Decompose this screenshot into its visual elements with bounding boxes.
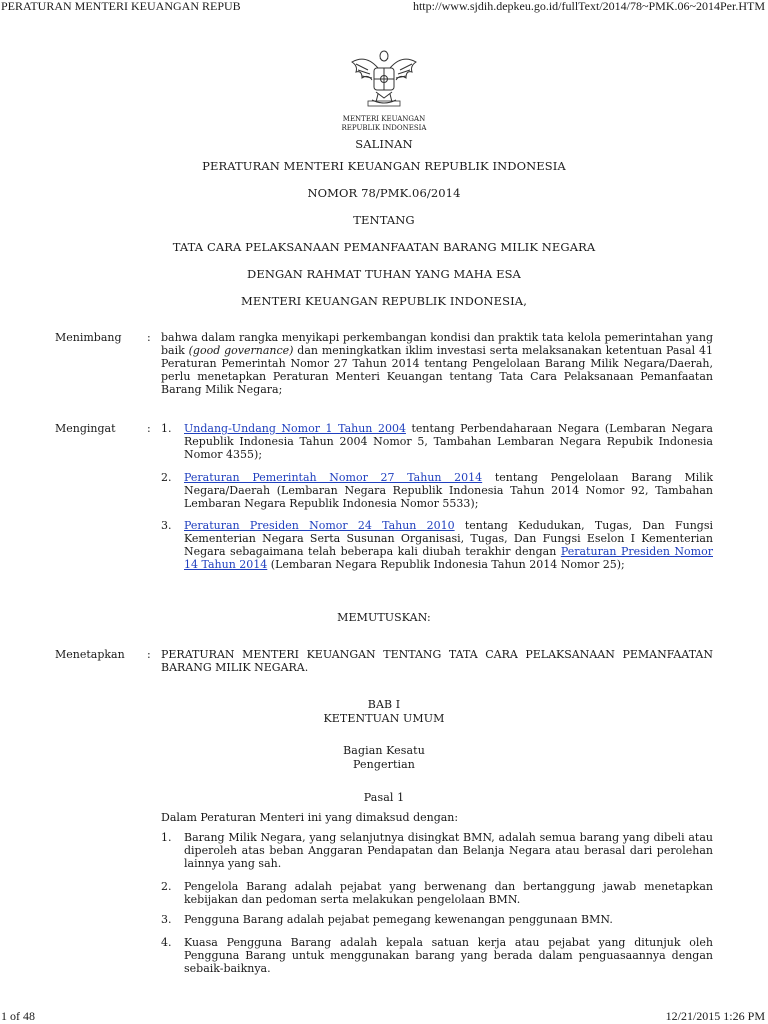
menetapkan-colon: : bbox=[147, 648, 151, 661]
regulation-number: NOMOR 78/PMK.06/2014 bbox=[307, 186, 461, 200]
bab-title: KETENTUAN UMUM bbox=[323, 712, 445, 725]
mengingat-colon: : bbox=[147, 422, 151, 435]
print-header-title: PERATURAN MENTERI KEUANGAN REPUB bbox=[1, 0, 241, 13]
mengingat-item-2: Peraturan Pemerintah Nomor 27 Tahun 2014 tentang Pengelolaan Barang Milik Negara/Daerah (Lembaran Negara Republik Indonesia Tahun 2014 Nomor 92, Tambahan Lembaran Negara Republik Indonesia Nomor 5533); bbox=[184, 471, 713, 510]
bagian-title: Pengertian bbox=[353, 758, 415, 771]
menimbang-colon: : bbox=[147, 331, 151, 344]
regulation-title: PERATURAN MENTERI KEUANGAN REPUBLIK INDONESIA bbox=[202, 159, 566, 173]
mengingat-item-3-number: 3. bbox=[161, 519, 172, 532]
pasal-item-2: Pengelola Barang adalah pejabat yang berwenang dan bertanggung jawab menetapkan kebijakan dan pedoman serta melakukan pengelolaan BMN. bbox=[184, 880, 713, 906]
pasal-item-4: Kuasa Pengguna Barang adalah kepala satuan kerja atau pejabat yang ditunjuk oleh Pengguna Barang untuk menggunakan barang yang berada dalam penguasaannya dengan sebaik-baiknya. bbox=[184, 936, 713, 975]
memutuskan-heading: MEMUTUSKAN: bbox=[337, 611, 431, 624]
mengingat-link-perpres-24-2010[interactable]: Peraturan Presiden Nomor 24 Tahun 2010 bbox=[184, 519, 455, 532]
mengingat-item-2-number: 2. bbox=[161, 471, 172, 484]
garuda-emblem-icon bbox=[348, 48, 420, 114]
minister-line: MENTERI KEUANGAN REPUBLIK INDONESIA, bbox=[241, 294, 527, 308]
menetapkan-text: PERATURAN MENTERI KEUANGAN TENTANG TATA CARA PELAKSANAAN PEMANFAATAN BARANG MILIK NEGARA. bbox=[161, 648, 713, 674]
pasal-number: Pasal 1 bbox=[363, 791, 405, 804]
bagian-number: Bagian Kesatu bbox=[343, 744, 425, 757]
mengingat-item-1: Undang-Undang Nomor 1 Tahun 2004 tentang Perbendaharaan Negara (Lembaran Negara Republik Indonesia Tahun 2004 Nomor 5, Tambahan Lembaran Negara Repubik Indonesia Nomor 4355); bbox=[184, 422, 713, 461]
pasal-item-4-number: 4. bbox=[161, 936, 172, 949]
pasal-item-1-number: 1. bbox=[161, 831, 172, 844]
menimbang-label: Menimbang bbox=[55, 331, 122, 344]
mengingat-item-1-number: 1. bbox=[161, 422, 172, 435]
print-header-url: http://www.sjdih.depkeu.go.id/fullText/2014/78~PMK.06~2014Per.HTM bbox=[412, 0, 765, 13]
mengingat-label: Mengingat bbox=[55, 422, 116, 435]
mengingat-link-perpres-14-2014[interactable]: Peraturan Presiden Nomor 14 Tahun 2014 bbox=[184, 545, 713, 571]
emblem-caption-republic: REPUBLIK INDONESIA bbox=[341, 124, 427, 132]
salinan-label: SALINAN bbox=[355, 137, 413, 151]
bab-number: BAB I bbox=[367, 698, 401, 711]
tentang-label: TENTANG bbox=[353, 213, 415, 227]
rahmat-line: DENGAN RAHMAT TUHAN YANG MAHA ESA bbox=[247, 267, 521, 281]
pasal-item-3: Pengguna Barang adalah pejabat pemegang kewenangan penggunaan BMN. bbox=[184, 913, 613, 926]
pasal-item-2-number: 2. bbox=[161, 880, 172, 893]
pasal-item-3-number: 3. bbox=[161, 913, 172, 926]
pasal-item-1: Barang Milik Negara, yang selanjutnya disingkat BMN, adalah semua barang yang dibeli atau diperoleh atas beban Anggaran Pendapatan dan Belanja Negara atau berasal dari perolehan lainnya yang sah. bbox=[184, 831, 713, 870]
print-timestamp: 12/21/2015 1:26 PM bbox=[665, 1009, 765, 1023]
regulation-subject: TATA CARA PELAKSANAAN PEMANFAATAN BARANG MILIK NEGARA bbox=[172, 240, 596, 254]
mengingat-link-uu-1-2004[interactable]: Undang-Undang Nomor 1 Tahun 2004 bbox=[184, 422, 406, 435]
page-counter: 1 of 48 bbox=[1, 1009, 35, 1023]
pasal-intro: Dalam Peraturan Menteri ini yang dimaksud dengan: bbox=[161, 811, 459, 824]
menetapkan-label: Menetapkan bbox=[55, 648, 125, 661]
emblem-caption-ministry: MENTERI KEUANGAN bbox=[342, 115, 426, 123]
menimbang-text: bahwa dalam rangka menyikapi perkembangan kondisi dan praktik tata kelola pemerintahan yang baik (good governance) dan meningkatkan iklim investasi serta melaksanakan ketentuan Pasal 41 Peraturan Pemerintah Nomor 27 Tahun 2014 tentang Pengelolaan Barang Milik Negara/Daerah, perlu menetapkan Peraturan Menteri Keuangan tentang Tata Cara Pelaksanaan Pemanfaatan Barang Milik Negara; bbox=[161, 331, 713, 396]
mengingat-link-pp-27-2014[interactable]: Peraturan Pemerintah Nomor 27 Tahun 2014 bbox=[184, 471, 483, 484]
mengingat-item-3: Peraturan Presiden Nomor 24 Tahun 2010 tentang Kedudukan, Tugas, Dan Fungsi Kementerian Negara Serta Susunan Organisasi, Tugas, Dan Fungsi Eselon I Kementerian Negara sebagaimana telah beberapa kali diubah terakhir dengan Peraturan Presiden Nomor 14 Tahun 2014 (Lembaran Negara Republik Indonesia Tahun 2014 Nomor 25); bbox=[184, 519, 713, 571]
